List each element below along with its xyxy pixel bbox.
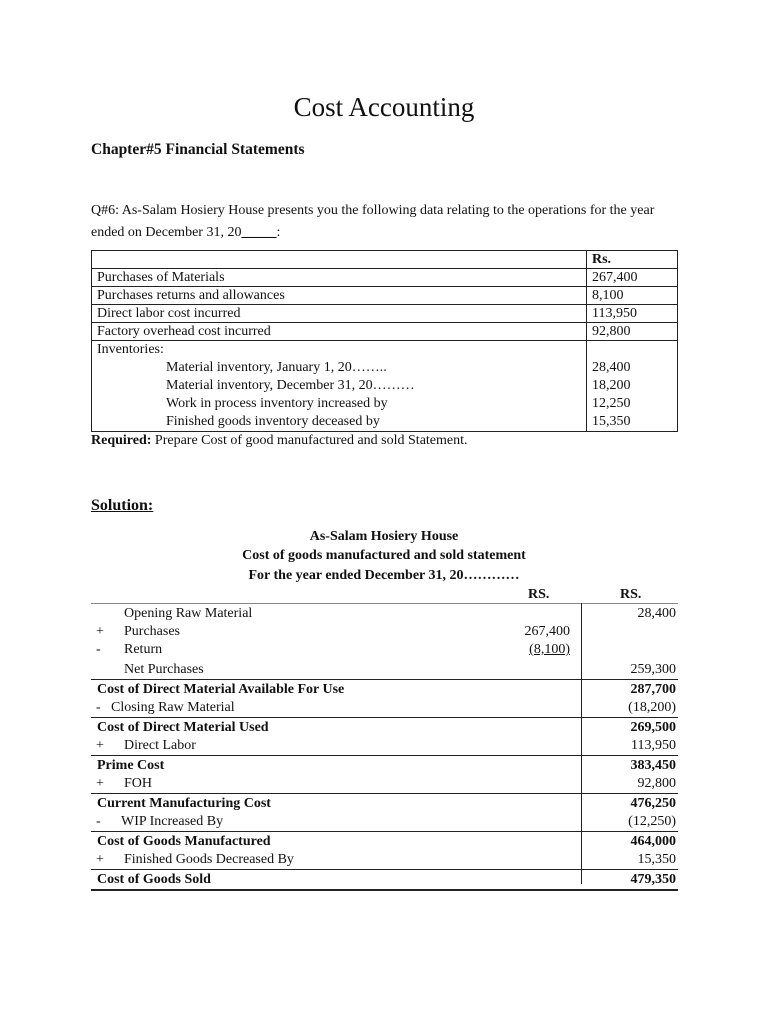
row-sign: + xyxy=(96,624,104,639)
row-label: Purchases of Materials xyxy=(92,269,587,287)
statement-row xyxy=(91,775,678,793)
column-header-rs: RS. xyxy=(620,587,642,602)
row-label: Purchases xyxy=(124,624,180,639)
statement-total-row xyxy=(91,681,678,699)
question-end: : xyxy=(276,225,281,240)
total-amount: 269,500 xyxy=(630,720,676,735)
row-label: Work in process inventory increased by xyxy=(92,395,587,413)
statement-total-row xyxy=(91,757,678,775)
statement-total-row xyxy=(91,833,678,851)
divider xyxy=(91,793,678,794)
row-label: Material inventory, January 1, 20…….. xyxy=(92,359,587,377)
chapter-heading: Chapter#5 Financial Statements xyxy=(91,141,305,158)
total-label: Prime Cost xyxy=(97,758,165,773)
statement-row xyxy=(91,813,678,831)
row-amount: (18,200) xyxy=(628,700,676,715)
required-body: Prepare Cost of good manufactured and sold Statement. xyxy=(151,433,468,448)
divider xyxy=(91,755,678,756)
total-amount: 464,000 xyxy=(630,834,676,849)
row-sign: + xyxy=(96,852,104,867)
row-label: WIP Increased By xyxy=(121,814,224,829)
total-amount: 479,350 xyxy=(630,872,676,887)
table-row xyxy=(92,341,678,360)
row-label: Net Purchases xyxy=(124,662,204,677)
table-row xyxy=(92,395,678,413)
inventories-label: Inventories: xyxy=(92,341,587,360)
row-label: Direct labor cost incurred xyxy=(92,305,587,323)
row-sub-amount: (8,100) xyxy=(529,642,570,657)
amount-header: Rs. xyxy=(587,251,678,269)
row-sign: - xyxy=(96,642,101,657)
row-sign: - xyxy=(96,814,101,829)
table-row xyxy=(92,269,678,287)
statement-period: For the year ended December 31, 20………… xyxy=(248,568,520,583)
data-table xyxy=(91,250,678,432)
row-label: Return xyxy=(124,642,163,657)
question-body: Q#6: As-Salam Hosiery House presents you the following data relating to the operations for the year ended on December 31, 20 xyxy=(91,203,655,240)
total-label: Cost of Goods Manufactured xyxy=(97,834,271,849)
statement-total-row xyxy=(91,719,678,737)
solution-heading: Solution: xyxy=(91,497,154,514)
table-cell xyxy=(587,341,678,360)
total-label: Cost of Direct Material Used xyxy=(97,720,269,735)
divider xyxy=(91,889,678,891)
table-row xyxy=(92,377,678,395)
required-text xyxy=(91,433,468,449)
statement-row xyxy=(91,661,678,679)
statement-total-row xyxy=(91,871,678,889)
row-amount: 8,100 xyxy=(587,287,678,305)
statement-row xyxy=(91,699,678,717)
row-sub-amount: 267,400 xyxy=(524,624,570,639)
row-sign: + xyxy=(96,776,104,791)
row-label: FOH xyxy=(124,776,153,791)
row-amount: 92,800 xyxy=(637,776,676,791)
statement-row xyxy=(91,737,678,755)
row-amount: 267,400 xyxy=(587,269,678,287)
row-amount: 259,300 xyxy=(630,662,676,677)
total-amount: 287,700 xyxy=(630,682,676,697)
required-label: Required: xyxy=(91,433,152,448)
question-text xyxy=(91,200,691,244)
statement-row xyxy=(91,605,678,623)
company-name: As-Salam Hosiery House xyxy=(309,529,459,544)
divider xyxy=(91,603,678,604)
row-amount: 15,350 xyxy=(637,852,676,867)
row-amount: 113,950 xyxy=(631,738,676,753)
table-row xyxy=(92,359,678,377)
total-amount: 476,250 xyxy=(630,796,676,811)
total-label: Cost of Goods Sold xyxy=(97,872,211,887)
page-title: Cost Accounting xyxy=(293,92,475,122)
row-amount: 12,250 xyxy=(587,395,678,413)
table-cell xyxy=(92,251,587,269)
divider xyxy=(91,679,678,680)
statement-row xyxy=(91,851,678,869)
statement-table xyxy=(91,603,678,891)
table-row xyxy=(92,305,678,323)
row-sign: + xyxy=(96,738,104,753)
table-row xyxy=(92,413,678,432)
row-amount: (12,250) xyxy=(628,814,676,829)
table-row xyxy=(92,287,678,305)
statement-title: Cost of goods manufactured and sold statement xyxy=(242,548,526,563)
total-amount: 383,450 xyxy=(630,758,676,773)
divider xyxy=(91,869,678,870)
table-row xyxy=(92,251,678,269)
row-label: Factory overhead cost incurred xyxy=(92,323,587,341)
statement-row xyxy=(91,641,678,659)
row-label: Finished goods inventory deceased by xyxy=(92,413,587,432)
statement-total-row xyxy=(91,795,678,813)
row-sign: - xyxy=(96,700,101,715)
total-label: Cost of Direct Material Available For Use xyxy=(97,682,345,697)
row-amount: 28,400 xyxy=(587,359,678,377)
row-label: Direct Labor xyxy=(124,738,196,753)
divider xyxy=(91,831,678,832)
row-amount: 92,800 xyxy=(587,323,678,341)
column-header-rs: RS. xyxy=(528,587,550,602)
row-amount: 15,350 xyxy=(587,413,678,432)
row-amount: 28,400 xyxy=(637,606,676,621)
row-label: Opening Raw Material xyxy=(124,606,253,621)
row-label: Material inventory, December 31, 20……… xyxy=(92,377,587,395)
row-label: Closing Raw Material xyxy=(111,700,235,715)
total-label: Current Manufacturing Cost xyxy=(97,796,271,811)
statement-row xyxy=(91,623,678,641)
divider xyxy=(91,717,678,718)
question-blank: _____ xyxy=(241,225,277,240)
row-label: Finished Goods Decreased By xyxy=(124,852,294,867)
row-amount: 18,200 xyxy=(587,377,678,395)
row-label: Purchases returns and allowances xyxy=(92,287,587,305)
row-amount: 113,950 xyxy=(587,305,678,323)
table-row xyxy=(92,323,678,341)
